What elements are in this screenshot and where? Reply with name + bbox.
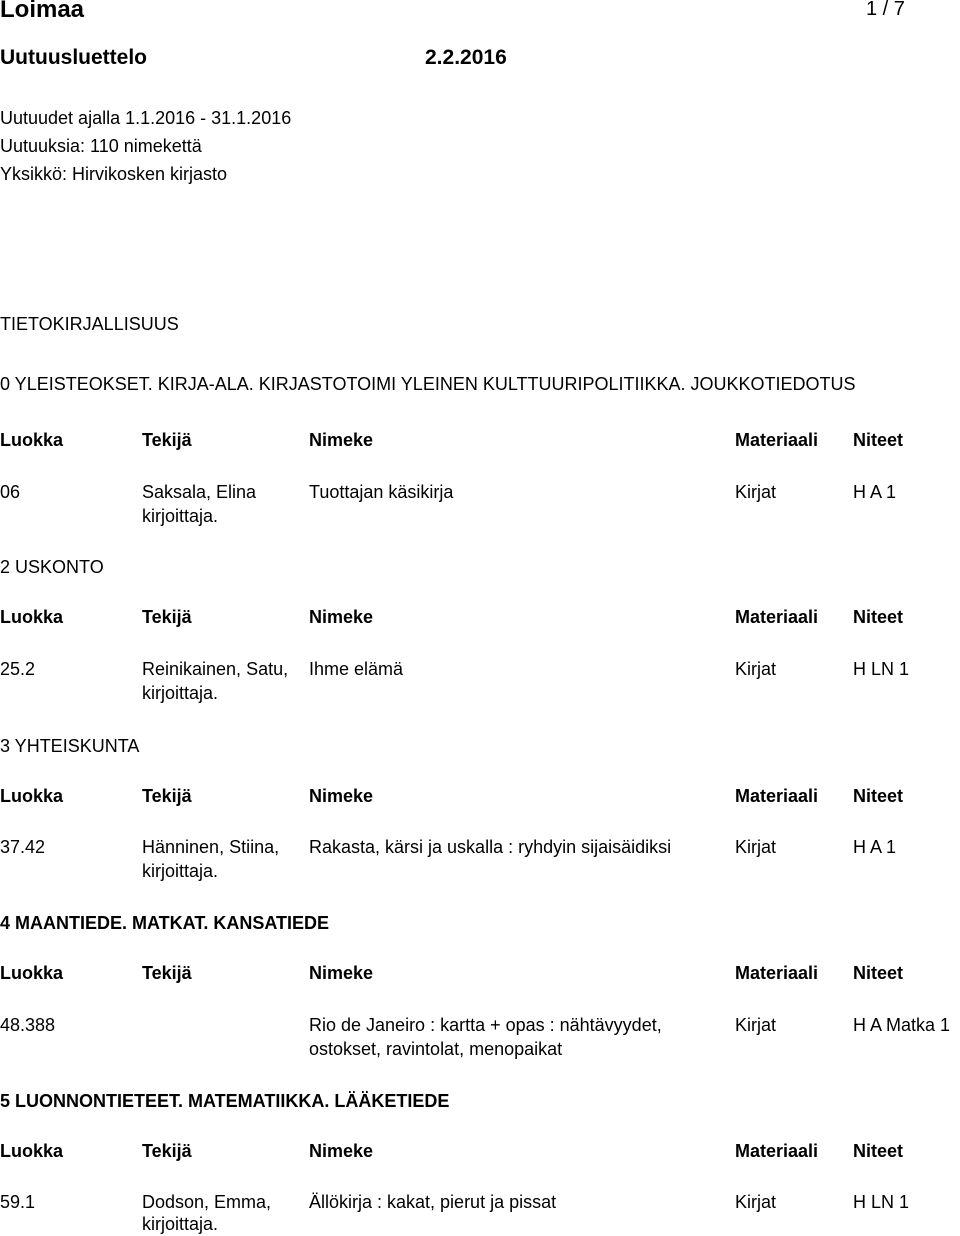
col-niteet: Niteet (853, 430, 904, 450)
section-heading: 5 LUONNONTIETEET. MATEMATIIKKA. LÄÄKETIEDE (0, 1091, 450, 1111)
section-heading: 0 YLEISTEOKSET. KIRJA-ALA. KIRJASTOTOIMI YLEINEN KULTTUURIPOLITIIKKA. JOUKKOTIEDOTUS (0, 374, 856, 394)
col-nimeke: Nimeke (309, 430, 374, 450)
cell-niteet: H LN 1 (853, 1192, 910, 1212)
col-tekija: Tekijä (142, 963, 192, 983)
cell-nimeke: Ihme elämä (309, 659, 404, 679)
cell-luokka: 48.388 (0, 1015, 56, 1035)
unit-text: Yksikkö: Hirvikosken kirjasto (0, 164, 228, 184)
col-materiaali: Materiaali (735, 963, 819, 983)
cell-materiaali: Kirjat (735, 1192, 777, 1212)
library-name: Loimaa (0, 0, 85, 23)
cell-materiaali: Kirjat (735, 659, 777, 679)
period-text: Uutuudet ajalla 1.1.2016 - 31.1.2016 (0, 108, 292, 128)
cell-nimeke-cont: ostokset, ravintolat, menopaikat (309, 1039, 563, 1059)
col-tekija: Tekijä (142, 607, 192, 627)
cell-materiaali: Kirjat (735, 1015, 777, 1035)
col-luokka: Luokka (0, 786, 64, 806)
col-luokka: Luokka (0, 430, 64, 450)
cell-luokka: 25.2 (0, 659, 36, 679)
count-text: Uutuuksia: 110 nimekettä (0, 136, 202, 156)
category-heading: TIETOKIRJALLISUUS (0, 314, 179, 334)
col-materiaali: Materiaali (735, 1141, 819, 1161)
col-niteet: Niteet (853, 1141, 904, 1161)
col-materiaali: Materiaali (735, 607, 819, 627)
cell-luokka: 59.1 (0, 1192, 36, 1212)
col-nimeke: Nimeke (309, 607, 374, 627)
page-title: Uutuusluettelo (0, 46, 147, 69)
cell-luokka: 37.42 (0, 837, 46, 857)
cell-tekija: Hänninen, Stiina, (142, 837, 280, 857)
cell-nimeke: Rakasta, kärsi ja uskalla : ryhdyin sijaisäidiksi (309, 837, 672, 857)
col-tekija: Tekijä (142, 786, 192, 806)
section-heading: 3 YHTEISKUNTA (0, 736, 140, 756)
col-luokka: Luokka (0, 963, 64, 983)
cell-materiaali: Kirjat (735, 837, 777, 857)
col-niteet: Niteet (853, 786, 904, 806)
cell-niteet: H LN 1 (853, 659, 910, 679)
col-luokka: Luokka (0, 1141, 64, 1161)
col-nimeke: Nimeke (309, 963, 374, 983)
section-heading: 4 MAANTIEDE. MATKAT. KANSATIEDE (0, 913, 330, 933)
cell-nimeke: Ällökirja : kakat, pierut ja pissat (309, 1192, 557, 1212)
col-nimeke: Nimeke (309, 786, 374, 806)
col-materiaali: Materiaali (735, 430, 819, 450)
cell-tekija: Reinikainen, Satu, (142, 659, 289, 679)
col-tekija: Tekijä (142, 430, 192, 450)
col-niteet: Niteet (853, 963, 904, 983)
col-nimeke: Nimeke (309, 1141, 374, 1161)
col-niteet: Niteet (853, 607, 904, 627)
cell-role: kirjoittaja. (142, 683, 219, 703)
cell-role: kirjoittaja. (142, 861, 219, 881)
page-indicator: 1 / 7 (866, 0, 905, 20)
cell-nimeke: Rio de Janeiro : kartta + opas : nähtävyydet, (309, 1015, 662, 1035)
cell-nimeke: Tuottajan käsikirja (309, 482, 454, 502)
cell-niteet: H A 1 (853, 837, 897, 857)
report-date: 2.2.2016 (425, 46, 507, 69)
cell-luokka: 06 (0, 482, 21, 502)
section-heading: 2 USKONTO (0, 557, 104, 577)
col-luokka: Luokka (0, 607, 64, 627)
cell-role: kirjoittaja. (142, 506, 219, 526)
col-tekija: Tekijä (142, 1141, 192, 1161)
cell-tekija: Saksala, Elina (142, 482, 257, 502)
cell-niteet: H A Matka 1 (853, 1015, 951, 1035)
cell-niteet: H A 1 (853, 482, 897, 502)
cell-role: kirjoittaja. (142, 1214, 219, 1234)
col-materiaali: Materiaali (735, 786, 819, 806)
cell-materiaali: Kirjat (735, 482, 777, 502)
cell-tekija: Dodson, Emma, (142, 1192, 272, 1212)
